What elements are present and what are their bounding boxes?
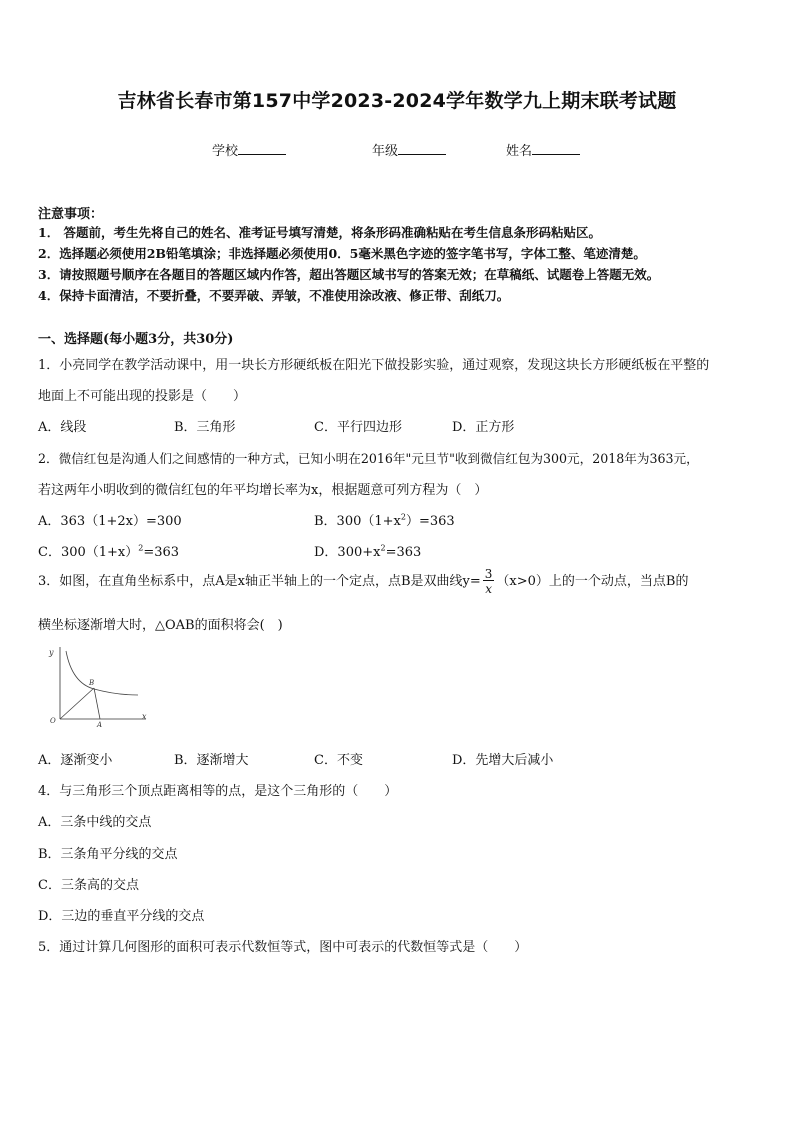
- grade-blank[interactable]: [398, 142, 446, 155]
- point-a-label: A: [97, 721, 103, 729]
- q3-option-a[interactable]: A．逐渐变小: [38, 753, 113, 768]
- q4-option-a[interactable]: A．三条中线的交点: [38, 815, 152, 830]
- q5-stem: 5．通过计算几何图形的面积可表示代数恒等式，图中可表示的代数恒等式是（ ）: [38, 940, 528, 955]
- school-field[interactable]: [212, 140, 286, 159]
- q2-option-b[interactable]: [314, 510, 455, 529]
- hyperbola-curve: [66, 651, 138, 695]
- q1-option-a[interactable]: A．线段: [38, 420, 87, 435]
- q4-option-c[interactable]: C．三条高的交点: [38, 878, 139, 893]
- q2-option-b-sup: 2: [400, 512, 406, 522]
- q1-stem-line1: 1．小亮同学在教学活动课中，用一块长方形硬纸板在阳光下做投影实验，通过观察，发现这块长方形硬纸板在平整的: [38, 358, 710, 373]
- segment-ab: [94, 688, 100, 719]
- origin-label: O: [50, 717, 56, 725]
- q2-option-d[interactable]: [314, 541, 421, 560]
- q2-stem-line1: 2．微信红包是沟通人们之间感情的一种方式，已知小明在2016年"元旦节"收到微信红包为300元，2018年为363元，: [38, 451, 699, 466]
- q2-option-c[interactable]: [38, 541, 179, 560]
- note-item: 2．选择题必须使用2B铅笔填涂；非选择题必须使用0．5毫米黑色字迹的签字笔书写，字体工整、笔迹清楚。: [38, 246, 646, 261]
- notes-title: 注意事项：: [38, 207, 104, 222]
- q2-option-a[interactable]: A．363（1+2x）=300: [38, 514, 182, 529]
- q3-fraction-numerator: 3: [484, 567, 493, 581]
- x-axis-label: x: [142, 712, 147, 721]
- q2-option-c-sup: 2: [138, 543, 144, 553]
- q4-option-b[interactable]: B．三条角平分线的交点: [38, 847, 178, 862]
- y-axis-label: y: [49, 648, 54, 657]
- note-item: 3．请按照题号顺序在各题目的答题区域内作答，超出答题区域书写的答案无效；在草稿纸、试题卷上答题无效。: [38, 267, 660, 282]
- q1-option-d[interactable]: D．正方形: [452, 420, 515, 435]
- note-item: 4．保持卡面清洁，不要折叠，不要弄破、弄皱，不准使用涂改液、修正带、刮纸刀。: [38, 288, 510, 303]
- q3-fraction: [483, 568, 495, 595]
- q2-option-d-pre: D．300+x: [314, 545, 381, 560]
- q2-option-d-sup: 2: [380, 543, 386, 553]
- q3-stem-line2: 横坐标逐渐增大时，△OAB的面积将会( ): [38, 618, 283, 633]
- q1-option-b[interactable]: B．三角形: [174, 420, 236, 435]
- point-b-label: B: [89, 679, 95, 687]
- segment-ob: [60, 688, 94, 719]
- grade-field[interactable]: [372, 140, 446, 159]
- q2-option-c-post: =363: [143, 545, 180, 560]
- name-label: 姓名: [506, 144, 533, 159]
- q4-option-d[interactable]: D．三边的垂直平分线的交点: [38, 909, 205, 924]
- q3-stem-post: （x>0）上的一个动点，当点B的: [496, 574, 689, 589]
- q3-fraction-denominator: x: [485, 582, 492, 596]
- q3-stem-pre: 3．如图，在直角坐标系中，点A是x轴正半轴上的一个定点，点B是双曲线y=: [38, 574, 481, 589]
- q2-option-b-pre: B．300（1+x: [314, 514, 401, 529]
- q1-option-c[interactable]: C．平行四边形: [314, 420, 402, 435]
- q3-option-b[interactable]: B．逐渐增大: [174, 753, 249, 768]
- q3-option-c[interactable]: C．不变: [314, 753, 363, 768]
- note-item: 1． 答题前，考生先将自己的姓名、准考证号填写清楚，将条形码准确粘贴在考生信息条形码粘贴区。: [38, 225, 602, 240]
- q2-stem-line2: 若这两年小明收到的微信红包的年平均增长率为x，根据题意可列方程为（ ）: [38, 483, 488, 498]
- section-heading: 一、选择题(每小题3分，共30分): [38, 332, 234, 347]
- name-field[interactable]: [506, 140, 580, 159]
- q2-option-b-post: ）=363: [405, 514, 455, 529]
- q4-stem: 4．与三角形三个顶点距离相等的点，是这个三角形的（ ）: [38, 784, 398, 799]
- q2-option-d-post: =363: [385, 545, 422, 560]
- q3-stem-line1: [38, 568, 688, 595]
- name-blank[interactable]: [532, 142, 580, 155]
- q2-option-c-pre: C．300（1+x）: [38, 545, 139, 560]
- q3-hyperbola-figure: [38, 643, 154, 729]
- page-title: 吉林省长春市第157中学2023-2024学年数学九上期末联考试题: [117, 90, 677, 112]
- q1-stem-line2: 地面上不可能出现的投影是（ ）: [38, 389, 247, 404]
- school-label: 学校: [212, 144, 239, 159]
- school-blank[interactable]: [238, 142, 286, 155]
- grade-label: 年级: [372, 144, 399, 159]
- q3-option-d[interactable]: D．先增大后减小: [452, 753, 554, 768]
